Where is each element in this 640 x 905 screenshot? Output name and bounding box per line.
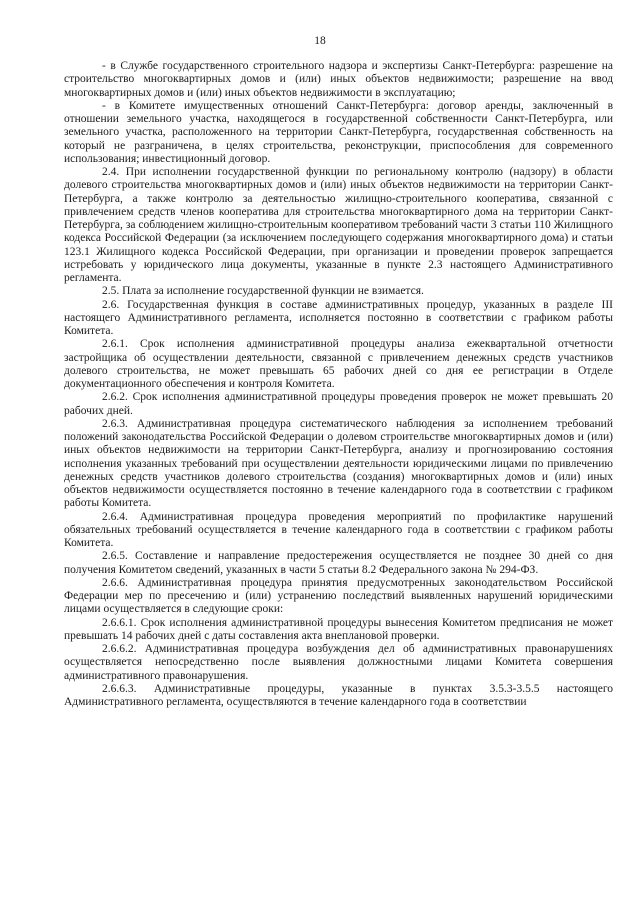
paragraph-bullet-kio: - в Комитете имущественных отношений Санкт-Петербурга: договор аренды, заключенный в отношении земельного участка, находящегося в государственной собственности Санкт-Петербурга, или земельного участка, расположенного на территории Санкт-Петербурга, государственная собственность на который не разграничена, в целях строительства, реконструкции, приспособления для современного использования; инвестиционный договор. [64, 99, 613, 165]
paragraph-2-6-5: 2.6.5. Составление и направление предостережения осуществляется не позднее 30 дней со дня получения Комитетом сведений, указанных в части 5 статьи 8.2 Федерального закона № 294-ФЗ. [64, 550, 613, 576]
paragraph-bullet-gosstroynadzor: - в Службе государственного строительного надзора и экспертизы Санкт-Петербурга: разрешение на строительство многоквартирных домов и (или) иных объектов недвижимости; разрешение на ввод многоквартирных домов и (или) иных объектов недвижимости в эксплуатацию; [64, 60, 613, 99]
paragraph-2-6-2: 2.6.2. Срок исполнения административной процедуры проведения проверок не может превышать 20 рабочих дней. [64, 391, 613, 417]
paragraph-2-4: 2.4. При исполнении государственной функции по региональному контролю (надзору) в области долевого строительства многоквартирных домов и (или) иных объектов недвижимости на территории Санкт-Петербурга, а также контролю за деятельностью жилищно-строительного кооператива, связанной с привлечением средств членов кооператива для строительства многоквартирного дома на территории Санкт-Петербурга, за соблюдением жилищно-строительным кооперативом требований части 3 статьи 110 Жилищного кодекса Российской Федерации (за исключением последующего содержания многоквартирного дома) и статьи 123.1 Жилищного кодекса Российской Федерации, при организации и проведении проверок запрещается истребовать у юридического лица документы, указанные в пункте 2.3 настоящего Административного регламента. [64, 166, 613, 284]
page-number: 18 [314, 35, 326, 47]
paragraph-2-6: 2.6. Государственная функция в составе административных процедур, указанных в разделе III настоящего Административного регламента, исполняется постоянно в соответствии с графиком работы Комитета. [64, 298, 613, 337]
paragraph-2-6-6-1: 2.6.6.1. Срок исполнения административной процедуры вынесения Комитетом предписания не может превышать 14 рабочих дней с даты составления акта внеплановой проверки. [64, 616, 613, 642]
paragraph-2-6-1: 2.6.1. Срок исполнения административной процедуры анализа ежеквартальной отчетности застройщика об осуществлении деятельности, связанной с привлечением денежных средств участников долевого строительства, не может превышать 65 рабочих дней со дня ее регистрации в Отделе документационного обеспечения и контроля Комитета. [64, 338, 613, 390]
paragraph-2-6-6-2: 2.6.6.2. Административная процедура возбуждения дел об административных правонарушениях осуществляется непосредственно после выявления должностными лицами Комитета совершения административного правонарушения. [64, 643, 613, 682]
paragraph-2-6-4: 2.6.4. Административная процедура проведения мероприятий по профилактике нарушений обязательных требований осуществляется в течение календарного года в соответствии с графиком работы Комитета. [64, 510, 613, 549]
paragraph-2-5: 2.5. Плата за исполнение государственной функции не взимается. [102, 285, 424, 298]
paragraph-2-6-6-3: 2.6.6.3. Административные процедуры, указанные в пунктах 3.5.3-3.5.5 настоящего Административного регламента, осуществляются в течение календарного года в соответствии [64, 682, 613, 708]
paragraph-2-6-3: 2.6.3. Административная процедура систематического наблюдения за исполнением требований положений законодательства Российской Федерации о долевом строительстве многоквартирных домов и (или) иных объектов недвижимости на территории Санкт-Петербурга, анализу и прогнозированию состояния исполнения указанных требований при осуществлении деятельности юридическими лицами по привлечению денежных средств участников долевого строительства (создания) многоквартирных домов и (или) иных объектов недвижимости осуществляется постоянно в течение календарного года в соответствии с графиком работы Комитета. [64, 417, 613, 510]
document-body [64, 60, 613, 709]
paragraph-2-6-6: 2.6.6. Административная процедура принятия предусмотренных законодательством Российской Федерации мер по пресечению и (или) устранению последствий выявленных нарушений юридическими лицами осуществляется в следующие сроки: [64, 576, 613, 616]
